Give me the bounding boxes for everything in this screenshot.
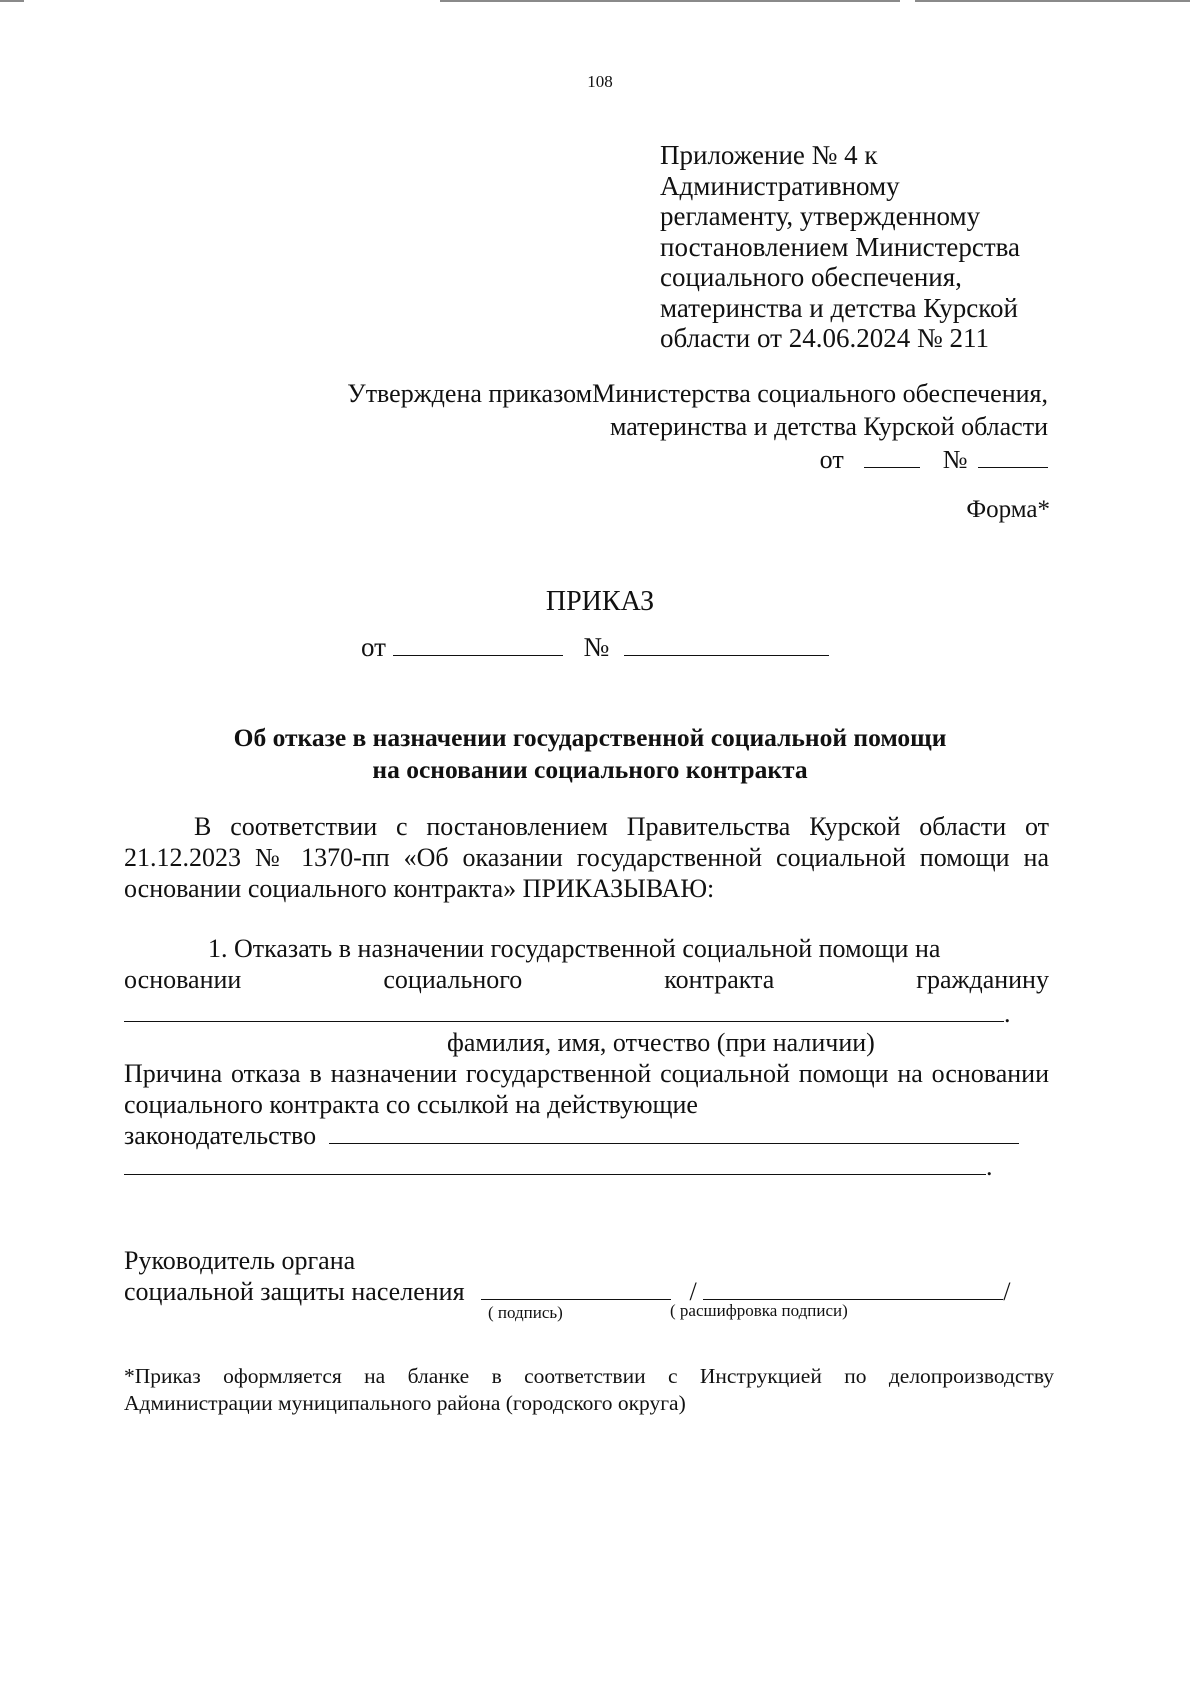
signature-title-line-1: Руководитель органа xyxy=(124,1246,356,1275)
item-1-words-line xyxy=(124,964,1049,995)
item-1-word: основании xyxy=(124,965,242,994)
item-1-line: 1. Отказать в назначении государственной социальной помощи на xyxy=(208,934,941,963)
item-1-word: социального xyxy=(383,965,523,994)
approval-block xyxy=(347,377,1048,476)
signature-blank[interactable] xyxy=(481,1277,671,1300)
order-number-label: № xyxy=(583,632,610,662)
scan-edge-line xyxy=(915,0,1190,2)
subject-line-2: на основании социального контракта xyxy=(372,755,808,784)
item-1-word: контракта xyxy=(664,965,775,994)
document-subject xyxy=(0,722,1180,786)
order-date-number-line xyxy=(0,632,1190,663)
reason-blank-line xyxy=(124,1151,993,1182)
slash: / xyxy=(1003,1277,1011,1306)
preamble-paragraph: В соответствии с постановлением Правительства Курской области от 21.12.2023 № 1370-пп «Об оказании государственной социальной помощи на основании социального контракта» ПРИКАЗЫВАЮ: xyxy=(124,812,1049,903)
scan-edge-line xyxy=(0,0,24,2)
signature-caption: ( подпись) xyxy=(488,1303,563,1322)
citizen-name-line xyxy=(124,998,1011,1029)
order-date-blank[interactable] xyxy=(393,633,563,656)
appendix-line: Приложение № 4 к xyxy=(660,140,878,170)
appendix-line: регламенту, утвержденному xyxy=(660,201,981,231)
reason-end-mark: . xyxy=(986,1152,993,1181)
approval-line-1: Утверждена приказомМинистерства социального обеспечения, xyxy=(347,379,1048,408)
item-1-word: гражданину xyxy=(916,965,1049,994)
appendix-line: постановлением Министерства xyxy=(660,231,1021,262)
fio-caption: фамилия, имя, отчество (при наличии) xyxy=(447,1028,875,1057)
reason-blank-2[interactable] xyxy=(124,1152,986,1175)
reason-blank-1[interactable] xyxy=(329,1121,1019,1144)
approval-line-2: материнства и детства Курской области xyxy=(609,412,1048,441)
signature-title-line-2 xyxy=(124,1276,1011,1307)
approval-number-label: № xyxy=(942,445,968,474)
approval-date-blank[interactable] xyxy=(864,445,920,468)
footnote: *Приказ оформляется на бланке в соответствии с Инструкцией по делопроизводству Администрации муниципального района (городского округа) xyxy=(124,1364,1054,1415)
appendix-line: материнства и детства Курской xyxy=(660,292,1018,323)
form-label: Форма* xyxy=(966,496,1050,523)
page-number: 108 xyxy=(587,72,613,91)
approval-date-number-line xyxy=(347,443,1048,476)
appendix-line: социального обеспечения, xyxy=(660,262,962,292)
approval-from-label: от xyxy=(819,445,844,474)
signature-decode-caption: ( расшифровка подписи) xyxy=(670,1301,848,1320)
document-title: ПРИКАЗ xyxy=(545,586,655,617)
appendix-line: области от 24.06.2024 № 211 xyxy=(660,323,989,353)
scan-edge-line xyxy=(440,0,900,2)
reason-legislation-line xyxy=(124,1120,1019,1151)
legislation-word: законодательство xyxy=(124,1121,317,1150)
appendix-line: Административному xyxy=(660,170,900,201)
citizen-name-blank[interactable] xyxy=(124,999,1004,1022)
signature-decode-blank[interactable] xyxy=(703,1277,1003,1300)
subject-line-1: Об отказе в назначении государственной социальной помощи xyxy=(233,723,947,752)
order-number-blank[interactable] xyxy=(624,633,829,656)
approval-number-blank[interactable] xyxy=(978,445,1048,468)
appendix-block xyxy=(660,140,1020,354)
signature-title-text: социальной защиты населения xyxy=(124,1277,465,1306)
citizen-name-end-mark: . xyxy=(1004,999,1011,1028)
signature-block xyxy=(124,1245,1011,1307)
reason-paragraph: Причина отказа в назначении государственной социальной помощи на основании социального контракта со ссылкой на действующие xyxy=(124,1059,1049,1119)
slash: / xyxy=(689,1277,697,1306)
order-from-label: от xyxy=(361,632,386,662)
